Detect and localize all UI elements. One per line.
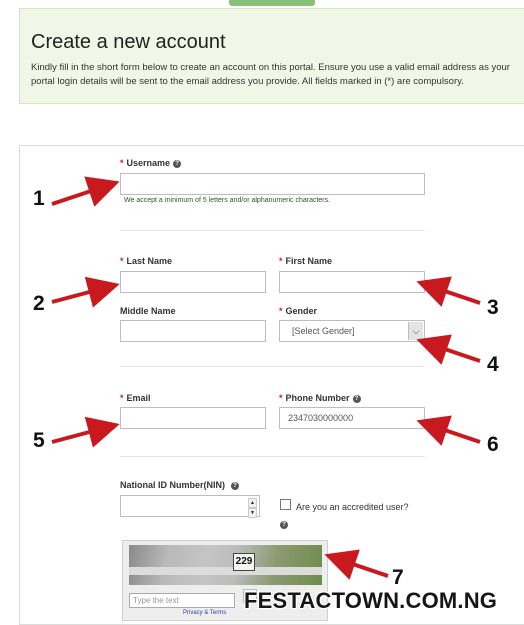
gender-select[interactable] bbox=[279, 320, 425, 342]
last-name-input[interactable] bbox=[120, 271, 266, 293]
accredited-checkbox[interactable] bbox=[280, 499, 291, 510]
first-name-label-text: First Name bbox=[285, 256, 333, 266]
username-label-text: Username bbox=[126, 158, 171, 168]
required-mark: * bbox=[120, 256, 124, 266]
nin-stepper[interactable] bbox=[248, 498, 257, 514]
gender-label-text: Gender bbox=[285, 306, 318, 316]
accredited-help bbox=[280, 516, 288, 534]
intro-description: Kindly fill in the short form below to create an account on this portal. Ensure you use a valid email address as your portal login details will be sent to the email address you provide. All fields marked in (*) are compulsory. bbox=[31, 62, 510, 87]
last-name-label bbox=[120, 256, 172, 266]
page-title: Create a new account bbox=[31, 31, 226, 53]
stepper-down-icon[interactable]: ▼ bbox=[248, 508, 257, 518]
divider bbox=[120, 456, 425, 457]
callout-4: 4 bbox=[487, 353, 499, 376]
callout-2: 2 bbox=[33, 292, 45, 315]
help-icon[interactable]: ? bbox=[353, 395, 361, 403]
phone-label bbox=[279, 393, 361, 403]
accredited-label: Are you an accredited user? bbox=[296, 502, 409, 512]
required-mark: * bbox=[279, 393, 283, 403]
top-tab-indicator bbox=[229, 0, 315, 6]
help-icon[interactable]: ? bbox=[231, 482, 239, 490]
email-label-text: Email bbox=[126, 393, 151, 403]
callout-7: 7 bbox=[392, 566, 404, 589]
watermark-text: FESTACTOWN.COM.NG bbox=[244, 588, 498, 613]
required-mark: * bbox=[279, 306, 283, 316]
intro-panel bbox=[19, 8, 524, 104]
username-input[interactable] bbox=[120, 173, 425, 195]
phone-label-text: Phone Number bbox=[285, 393, 350, 403]
nin-input[interactable] bbox=[120, 495, 260, 517]
email-input[interactable] bbox=[120, 407, 266, 429]
middle-name-input[interactable] bbox=[120, 320, 266, 342]
required-mark: * bbox=[120, 158, 124, 168]
captcha-image bbox=[129, 545, 322, 585]
callout-5: 5 bbox=[33, 429, 45, 452]
callout-1: 1 bbox=[33, 187, 45, 210]
gender-label bbox=[279, 306, 317, 316]
phone-input[interactable]: 2347030000000 bbox=[279, 407, 425, 429]
required-mark: * bbox=[279, 256, 283, 266]
gender-selected-value: [Select Gender] bbox=[292, 326, 355, 336]
nin-label-text: National ID Number(NIN) bbox=[120, 480, 226, 490]
last-name-label-text: Last Name bbox=[126, 256, 173, 266]
captcha-image-number: 229 bbox=[233, 553, 255, 571]
required-mark: * bbox=[120, 393, 124, 403]
divider bbox=[120, 366, 425, 367]
help-icon[interactable]: ? bbox=[280, 521, 288, 529]
username-hint: We accept a minimum of 5 letters and/or alphanumeric characters. bbox=[124, 197, 331, 204]
help-icon[interactable]: ? bbox=[173, 160, 181, 168]
first-name-label bbox=[279, 256, 332, 266]
middle-name-label: Middle Name bbox=[120, 306, 176, 316]
nin-label bbox=[120, 480, 239, 490]
username-label bbox=[120, 158, 181, 168]
divider bbox=[120, 230, 425, 231]
captcha-privacy-terms-link[interactable]: Privacy & Terms bbox=[183, 610, 227, 616]
callout-3: 3 bbox=[487, 296, 499, 319]
chevron-down-icon[interactable]: ⌵ bbox=[408, 322, 423, 340]
email-label bbox=[120, 393, 151, 403]
stepper-up-icon[interactable]: ▲ bbox=[248, 498, 257, 508]
captcha-image-curb bbox=[129, 567, 322, 575]
callout-6: 6 bbox=[487, 433, 499, 456]
first-name-input[interactable] bbox=[279, 271, 425, 293]
captcha-input[interactable]: Type the text bbox=[129, 593, 235, 608]
